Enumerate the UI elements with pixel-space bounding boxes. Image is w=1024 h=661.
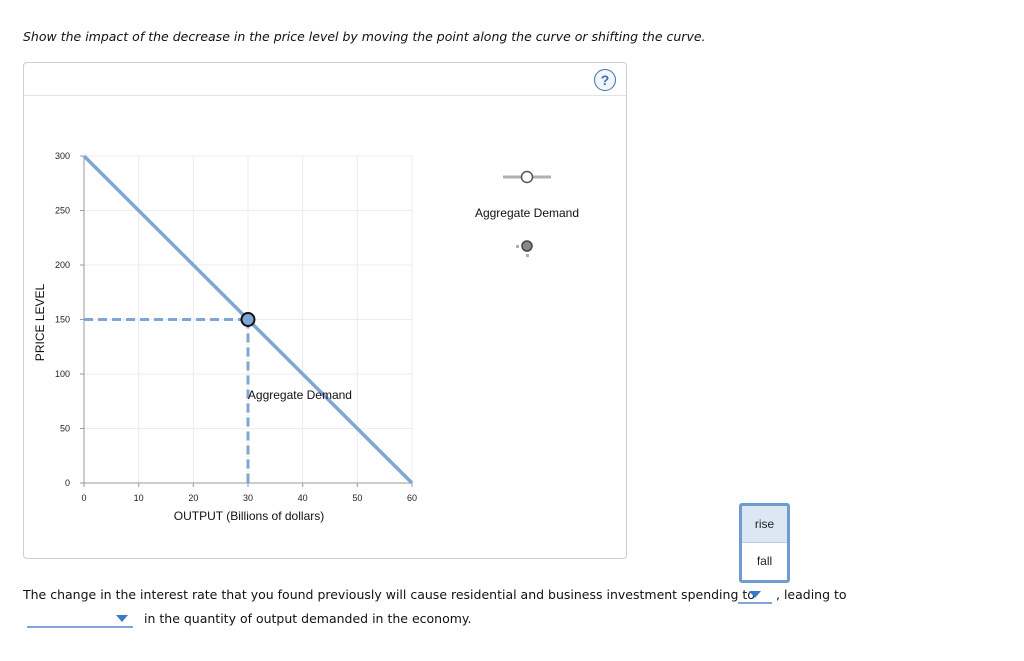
x-tick-label: 10 <box>133 493 144 503</box>
x-tick-label: 30 <box>242 493 254 503</box>
investment-dropdown[interactable] <box>738 588 772 604</box>
question-text-2: , leading to <box>776 587 847 602</box>
x-tick-label: 60 <box>406 493 418 503</box>
equilibrium-point[interactable] <box>242 313 255 326</box>
dropdown-popup <box>739 503 790 583</box>
point-tool[interactable] <box>516 241 532 257</box>
point-tool-handle <box>522 241 532 251</box>
chevron-down-icon <box>116 615 128 622</box>
help-icon[interactable]: ? <box>594 69 616 91</box>
x-tick-label: 0 <box>81 493 87 503</box>
curve-tool-label: Aggregate Demand <box>474 206 580 220</box>
point-tool-guide-down <box>526 254 529 257</box>
y-tick-label: 50 <box>59 423 70 434</box>
curve-tool[interactable] <box>503 172 551 183</box>
chart-point-layer <box>84 313 255 483</box>
curve-tool-handle <box>522 172 533 183</box>
point-tool-guide-left <box>516 245 519 248</box>
y-axis-label: PRICE LEVEL <box>33 283 47 362</box>
x-axis-label: OUTPUT (Billions of dollars) <box>173 509 325 523</box>
y-tick-label: 300 <box>54 151 70 161</box>
question-text-1: The change in the interest rate that you found previously will cause residential and business investment spending to <box>23 587 755 602</box>
x-tick-label: 40 <box>297 493 308 503</box>
instruction-text: Show the impact of the decrease in the price level by moving the point along the curve or shifting the curve. <box>23 29 706 44</box>
x-tick-label: 50 <box>352 493 363 503</box>
dropdown-option-fall[interactable]: fall <box>742 543 787 579</box>
question-text-3: in the quantity of output demanded in the economy. <box>144 611 472 626</box>
y-tick-label: 0 <box>64 478 70 488</box>
curve-label: Aggregate Demand <box>247 388 352 403</box>
y-tick-label: 100 <box>54 369 70 379</box>
x-tick-label: 20 <box>188 493 199 503</box>
chevron-down-icon <box>749 591 761 598</box>
quantity-dropdown[interactable] <box>27 612 133 628</box>
y-tick-label: 250 <box>54 205 70 216</box>
chart-ticks <box>55 151 417 503</box>
y-tick-label: 150 <box>54 314 70 325</box>
y-tick-label: 200 <box>54 260 70 270</box>
dropdown-option-rise[interactable]: rise <box>742 506 787 543</box>
